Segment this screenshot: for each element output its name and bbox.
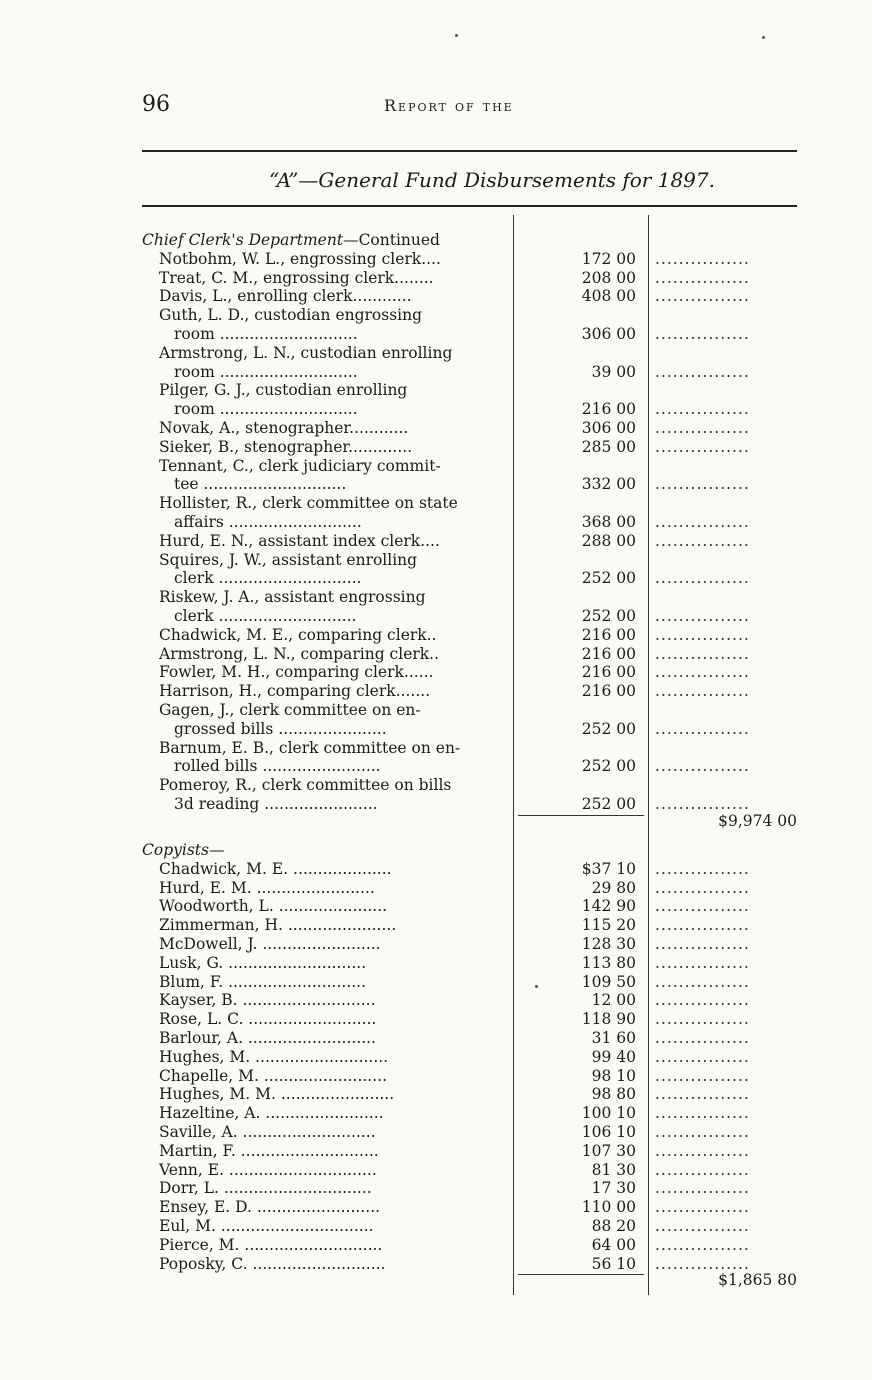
table-row — [142, 250, 802, 269]
top-rule — [142, 150, 797, 152]
table-row — [142, 663, 802, 682]
page-number: 96 — [142, 92, 170, 117]
leader-dots: ................ — [655, 719, 750, 738]
table-row — [142, 269, 802, 288]
leader-dots: ................ — [655, 972, 750, 991]
amount: 99 40 — [591, 1047, 636, 1066]
leader-dots: ................ — [655, 325, 750, 343]
table-row — [142, 475, 802, 494]
amount: 39 00 — [591, 362, 636, 381]
table-row — [142, 897, 802, 916]
leader-dots: ................ — [655, 1123, 750, 1141]
payee-name: Squires, J. W., assistant enrolling — [159, 550, 418, 569]
section-heading-text — [142, 231, 495, 250]
payee-name: Guth, L. D., custodian engrossing — [159, 306, 423, 325]
section-heading-suffix: Continued — [358, 231, 440, 249]
table-row — [142, 381, 802, 400]
leader-dots: ................ — [655, 757, 750, 776]
payee-name: Chadwick, M. E. .................... — [159, 859, 392, 878]
amount: 252 00 — [581, 607, 636, 625]
section-heading-text: Copyists— — [142, 841, 225, 859]
table-row — [142, 739, 802, 758]
amount: 17 30 — [591, 1179, 636, 1198]
payee-name: Lusk, G. ............................ — [159, 953, 367, 972]
payee-name: affairs ........................... — [174, 513, 362, 531]
table-row — [142, 569, 802, 588]
payee-name: Hughes, M. M. ....................... — [159, 1085, 395, 1104]
payee-name: Notbohm, W. L., engrossing clerk.... — [159, 249, 441, 268]
leader-dots: ................ — [655, 1254, 750, 1273]
leader-dots: ................ — [655, 1160, 750, 1179]
leader-dots: ................ — [655, 1029, 750, 1047]
table-row — [142, 438, 802, 457]
amount: 29 80 — [591, 878, 636, 897]
payee-name: clerk ............................ — [174, 607, 357, 625]
payee-name: Hughes, M. ........................... — [159, 1047, 389, 1066]
payee-name: Barlour, A. .......................... — [159, 1029, 377, 1047]
payee-name: Harrison, H., comparing clerk....... — [159, 682, 431, 701]
payee-name: Chapelle, M. ......................... — [159, 1066, 388, 1085]
table-row — [142, 588, 802, 607]
amount: 306 00 — [581, 419, 636, 437]
amount: 172 00 — [581, 249, 636, 268]
table-row — [142, 1067, 802, 1086]
amount: 208 00 — [581, 268, 636, 287]
amount: 100 10 — [581, 1104, 636, 1123]
table-row — [142, 1048, 802, 1067]
table-row — [142, 973, 802, 992]
table-row — [142, 1161, 802, 1180]
leader-dots: ................ — [655, 1141, 750, 1160]
table-row — [142, 1236, 802, 1255]
section-total: $1,865 80 — [718, 1271, 797, 1290]
leader-dots: ................ — [655, 1085, 750, 1104]
leader-dots: ................ — [655, 362, 750, 381]
leader-dots: ................ — [655, 1179, 750, 1198]
amount: 56 10 — [591, 1254, 636, 1273]
payee-name: Dorr, L. .............................. — [159, 1179, 372, 1198]
payee-name: grossed bills ...................... — [174, 719, 387, 738]
payee-name: Treat, C. M., engrossing clerk........ — [159, 268, 434, 287]
payee-name: Poposky, C. ........................... — [159, 1254, 386, 1273]
table-row — [142, 494, 802, 513]
payee-name: Tennant, C., clerk judiciary commit- — [159, 456, 441, 475]
leader-dots: ................ — [655, 249, 750, 268]
leader-dots: ................ — [655, 1066, 750, 1085]
amount: 81 30 — [591, 1160, 636, 1179]
table-row — [142, 626, 802, 645]
leader-dots: ................ — [655, 437, 750, 456]
table-row — [142, 1142, 802, 1161]
table-row — [142, 757, 802, 776]
payee-name: Novak, A., stenographer............ — [159, 419, 409, 437]
leader-dots: ................ — [655, 475, 750, 494]
payee-name: Armstrong, L. N., custodian enrolling — [159, 343, 453, 362]
table-row — [142, 532, 802, 551]
title-rule — [142, 205, 797, 207]
leader-dots: ................ — [655, 268, 750, 287]
payee-name: room ............................ — [174, 325, 358, 343]
payee-name: Saville, A. ........................... — [159, 1123, 376, 1141]
amount: 288 00 — [581, 531, 636, 550]
leader-dots: ................ — [655, 878, 750, 897]
leader-dots: ................ — [655, 953, 750, 972]
amount: 408 00 — [581, 287, 636, 306]
amount: 252 00 — [581, 795, 636, 813]
table-row — [142, 551, 802, 570]
table-row — [142, 513, 802, 532]
leader-dots: ................ — [655, 531, 750, 550]
payee-name: Hazeltine, A. ........................ — [159, 1104, 384, 1123]
leader-dots: ................ — [655, 569, 750, 588]
payee-name: Venn, E. .............................. — [159, 1160, 377, 1179]
leader-dots: ................ — [655, 897, 750, 916]
payee-name: McDowell, J. ........................ — [159, 935, 381, 953]
payee-name: Riskew, J. A., assistant engrossing — [159, 588, 426, 607]
payee-name: 3d reading ....................... — [174, 795, 378, 813]
print-speck — [455, 34, 458, 37]
payee-name: Kayser, B. ........................... — [159, 991, 376, 1010]
section-heading — [142, 841, 802, 860]
leader-dots: ................ — [655, 1217, 750, 1235]
amount: 64 00 — [591, 1235, 636, 1254]
leader-dots: ................ — [655, 607, 750, 625]
payee-name: Armstrong, L. N., comparing clerk.. — [159, 644, 440, 663]
table-row — [142, 419, 802, 438]
amount: 368 00 — [581, 513, 636, 531]
amount: 216 00 — [581, 663, 636, 682]
leader-dots: ................ — [655, 1198, 750, 1217]
payee-name: Hurd, E. N., assistant index clerk.... — [159, 531, 440, 550]
table-row — [142, 1010, 802, 1029]
payee-name: Martin, F. ............................ — [159, 1141, 379, 1160]
amount: 306 00 — [581, 325, 636, 343]
leader-dots: ................ — [655, 935, 750, 953]
amount: 98 10 — [591, 1066, 636, 1085]
leader-dots: ................ — [655, 663, 750, 682]
amount: 128 30 — [581, 935, 636, 953]
leader-dots: ................ — [655, 644, 750, 663]
amount: 110 00 — [581, 1198, 636, 1217]
payee-name: Sieker, B., stenographer............. — [159, 437, 413, 456]
amount: 31 60 — [591, 1029, 636, 1047]
payee-name: tee ............................. — [174, 475, 347, 494]
table-row — [142, 645, 802, 664]
payee-name: Barnum, E. B., clerk committee on en- — [159, 738, 461, 757]
leader-dots: ................ — [655, 991, 750, 1010]
amount: 12 00 — [591, 991, 636, 1010]
payee-name: Fowler, M. H., comparing clerk...... — [159, 663, 434, 682]
subtotal-rule — [518, 815, 644, 816]
table-row — [142, 1029, 802, 1048]
leader-dots: ................ — [655, 513, 750, 531]
amount: 332 00 — [581, 475, 636, 494]
table-row — [142, 287, 802, 306]
table-row — [142, 682, 802, 701]
payee-name: Eul, M. ............................... — [159, 1217, 374, 1235]
table-row — [142, 306, 802, 325]
table-row — [142, 776, 802, 795]
table-row — [142, 935, 802, 954]
amount: 252 00 — [581, 719, 636, 738]
payee-name: clerk ............................. — [174, 569, 362, 588]
amount: 113 80 — [581, 953, 636, 972]
leader-dots: ................ — [655, 400, 750, 419]
payee-name: room ............................ — [174, 362, 358, 381]
payee-name: Hollister, R., clerk committee on state — [159, 494, 458, 513]
payee-name: Ensey, E. D. ......................... — [159, 1198, 381, 1217]
leader-dots: ................ — [655, 916, 750, 935]
table-row — [142, 1198, 802, 1217]
table-row — [142, 954, 802, 973]
table-row — [142, 860, 802, 879]
leader-dots: ................ — [655, 795, 750, 813]
payee-name: Rose, L. C. .......................... — [159, 1010, 377, 1029]
amount: 109 50 — [581, 972, 636, 991]
payee-name: room ............................ — [174, 400, 358, 419]
amount: 216 00 — [581, 400, 636, 419]
running-head: Report of the — [384, 96, 514, 115]
table-row — [142, 607, 802, 626]
print-speck — [762, 36, 765, 39]
leader-dots: ................ — [655, 625, 750, 644]
table-row — [142, 344, 802, 363]
amount: 216 00 — [581, 625, 636, 644]
leader-dots: ................ — [655, 859, 750, 878]
amount: 115 20 — [581, 916, 636, 935]
table-row — [142, 1179, 802, 1198]
amount: 285 00 — [581, 437, 636, 456]
leader-dots: ................ — [655, 682, 750, 701]
amount: 252 00 — [581, 569, 636, 588]
amount: 252 00 — [581, 757, 636, 776]
table-row — [142, 457, 802, 476]
table-row — [142, 400, 802, 419]
amount: 216 00 — [581, 644, 636, 663]
table-row — [142, 1104, 802, 1123]
amount: 98 80 — [591, 1085, 636, 1104]
subtotal-rule — [518, 1274, 644, 1275]
section-heading — [142, 231, 802, 250]
amount: $37 10 — [581, 859, 636, 878]
section-heading-label: Chief Clerk's Department— — [142, 231, 359, 249]
amount: 106 10 — [581, 1123, 636, 1141]
table-row — [142, 325, 802, 344]
section-total: $9,974 00 — [718, 811, 797, 830]
table-row — [142, 879, 802, 898]
table-row — [142, 1123, 802, 1142]
leader-dots: ................ — [655, 287, 750, 306]
payee-name: Zimmerman, H. ...................... — [159, 916, 397, 935]
payee-name: Chadwick, M. E., comparing clerk.. — [159, 625, 437, 644]
payee-name: Woodworth, L. ...................... — [159, 897, 388, 916]
leader-dots: ................ — [655, 419, 750, 437]
amount: 118 90 — [581, 1010, 636, 1029]
payee-name: Pilger, G. J., custodian enrolling — [159, 381, 408, 400]
table-row — [142, 991, 802, 1010]
page-title: “A”—General Fund Disbursements for 1897. — [269, 168, 715, 192]
payee-name: Hurd, E. M. ........................ — [159, 878, 375, 897]
table-row — [142, 1085, 802, 1104]
amount: 142 90 — [581, 897, 636, 916]
table-row — [142, 701, 802, 720]
leader-dots: ................ — [655, 1010, 750, 1029]
amount: 216 00 — [581, 682, 636, 701]
table-row — [142, 1217, 802, 1236]
payee-name: Blum, F. ............................ — [159, 972, 367, 991]
payee-name: Pomeroy, R., clerk committee on bills — [159, 776, 452, 795]
payee-name: Davis, L., enrolling clerk............ — [159, 287, 412, 306]
amount: 88 20 — [591, 1217, 636, 1235]
table-row — [142, 363, 802, 382]
print-speck — [535, 985, 538, 988]
leader-dots: ................ — [655, 1047, 750, 1066]
leader-dots: ................ — [655, 1235, 750, 1254]
payee-name: rolled bills ........................ — [174, 757, 381, 776]
table-row — [142, 720, 802, 739]
payee-name: Pierce, M. ............................ — [159, 1235, 383, 1254]
leader-dots: ................ — [655, 1104, 750, 1123]
payee-name: Gagen, J., clerk committee on en- — [159, 701, 421, 719]
amount: 107 30 — [581, 1141, 636, 1160]
table-row — [142, 916, 802, 935]
